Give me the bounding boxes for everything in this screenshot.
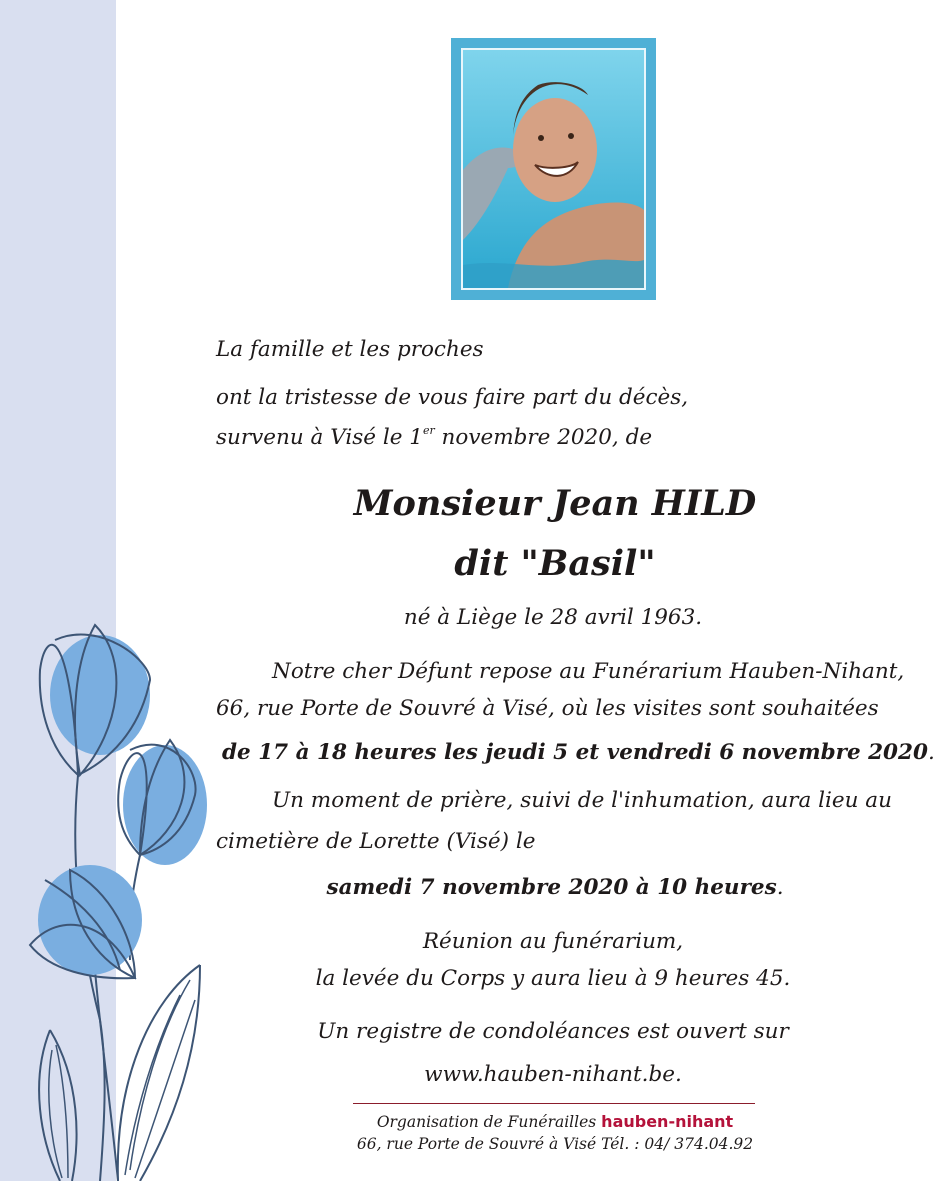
ceremony-line-2: cimetière de Lorette (Visé) le: [216, 829, 536, 854]
brand-logo: hauben-nihant: [601, 1112, 734, 1131]
intro-line-3: survenu à Visé le 1er novembre 2020, de: [216, 424, 653, 450]
intro-line-1: La famille et les proches: [216, 337, 484, 362]
footer-org-label: Organisation de Funérailles: [376, 1113, 597, 1131]
ceremony-date: samedi 7 novembre 2020 à 10 heures.: [326, 875, 784, 900]
deceased-name: Monsieur Jean HILD: [353, 483, 757, 524]
deceased-nickname: dit "Basil": [454, 543, 656, 584]
tulip-decoration-icon: [0, 600, 240, 1181]
footer-organisation: [300, 1112, 810, 1131]
footer-divider: [353, 1103, 755, 1104]
reunion-line-2: la levée du Corps y aura lieu à 9 heures 45.: [315, 966, 791, 991]
ceremony-line-1: Un moment de prière, suivi de l'inhumation, aura lieu au: [272, 788, 892, 813]
intro-line-2: ont la tristesse de vous faire part du décès,: [216, 385, 689, 410]
reunion-line-1: Réunion au funérarium,: [422, 929, 684, 954]
registry-line: Un registre de condoléances est ouvert sur: [317, 1019, 789, 1044]
portrait-photo: [451, 38, 656, 300]
birth-info: né à Liège le 28 avril 1963.: [403, 605, 703, 630]
visitation-hours: de 17 à 18 heures les jeudi 5 et vendredi 6 novembre 2020.: [222, 740, 935, 765]
portrait-photo-icon: [461, 48, 646, 290]
visitation-line-1: Notre cher Défunt repose au Funérarium Hauben-Nihant,: [272, 659, 905, 684]
visitation-line-2: 66, rue Porte de Souvré à Visé, où les visites sont souhaitées: [216, 696, 879, 721]
footer-address: 66, rue Porte de Souvré à Visé Tél. : 04/ 374.04.92: [356, 1135, 754, 1153]
registry-website[interactable]: www.hauben-nihant.be.: [424, 1062, 682, 1087]
